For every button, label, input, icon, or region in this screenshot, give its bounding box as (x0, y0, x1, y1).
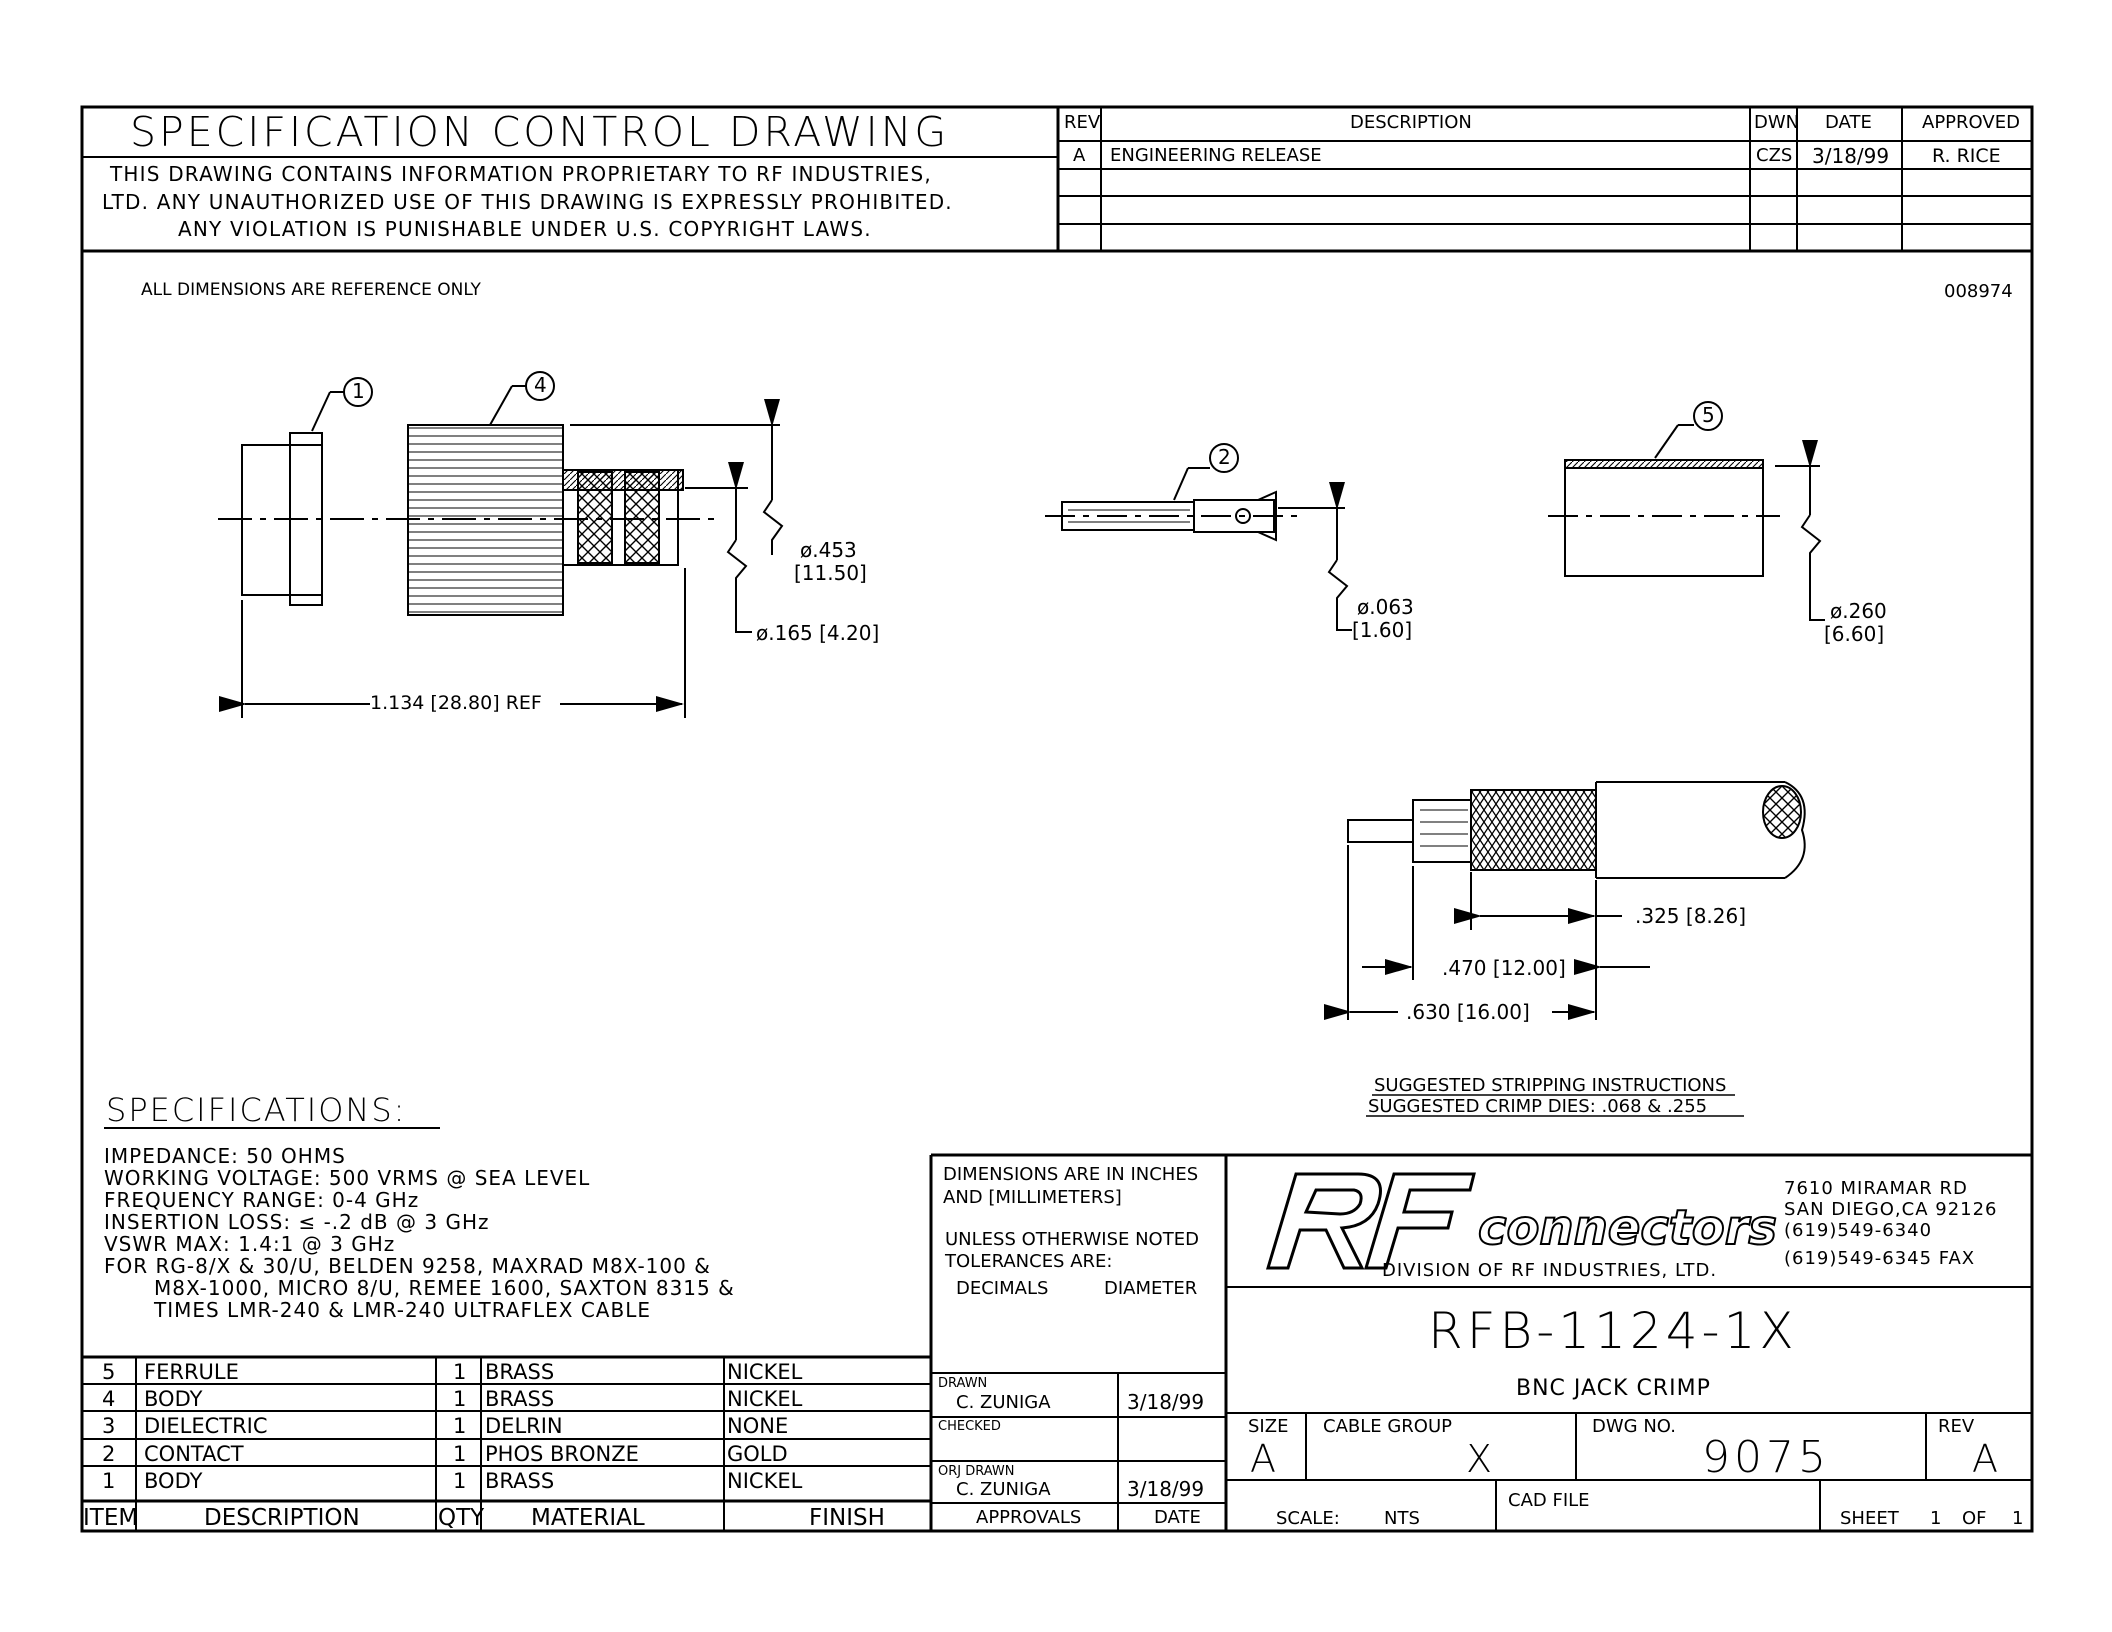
bom-qty: 1 (453, 1387, 467, 1411)
spec-line: VSWR MAX: 1.4:1 @ 3 GHz (104, 1232, 396, 1256)
dim-overall-length: 1.134 [28.80] REF (370, 692, 542, 714)
company-division: DIVISION OF RF INDUSTRIES, LTD. (1382, 1260, 1718, 1281)
bom-item: 4 (102, 1387, 116, 1411)
stripping-note-1: SUGGESTED STRIPPING INSTRUCTIONS (1374, 1075, 1727, 1096)
bom-header-qty: QTY (438, 1505, 485, 1531)
dim-contact-mm: [1.60] (1352, 618, 1413, 642)
bom-qty: 1 (453, 1414, 467, 1438)
rev-row-approved: R. RICE (1932, 145, 2001, 167)
bom-row (81, 1466, 931, 1494)
logo-word: connectors (1478, 1200, 1777, 1256)
dim-body-diameter-mm: [11.50] (794, 561, 867, 585)
notice-line-1: THIS DRAWING CONTAINS INFORMATION PROPRIETARY TO RF INDUSTRIES, (110, 162, 932, 186)
company-fax: (619)549-6345 FAX (1784, 1248, 1976, 1269)
dim-ferrule-end: ø.165 [4.20] (756, 621, 880, 645)
dim-ferrule-in: ø.260 (1830, 599, 1887, 623)
spec-line: FOR RG-8/X & 30/U, BELDEN 9258, MAXRAD M8X-100 & (104, 1254, 711, 1278)
bom-finish: GOLD (727, 1442, 788, 1466)
bom-description: BODY (144, 1387, 203, 1411)
reference-note: ALL DIMENSIONS ARE REFERENCE ONLY (141, 280, 481, 300)
bom-material: BRASS (485, 1360, 555, 1384)
spec-line: M8X-1000, MICRO 8/U, REMEE 1600, SAXTON 8315 & (154, 1276, 735, 1300)
sheet-label: SHEET (1840, 1508, 1899, 1529)
bom-row (81, 1411, 931, 1439)
bom-finish: NICKEL (727, 1469, 803, 1493)
dim-ferrule-mm: [6.60] (1824, 622, 1885, 646)
sheet-of: OF (1962, 1508, 1987, 1529)
bom-description: BODY (144, 1469, 203, 1493)
size-label: SIZE (1248, 1416, 1289, 1437)
tolerance-diameter: DIAMETER (1104, 1278, 1198, 1299)
tolerance-line-3: UNLESS OTHERWISE NOTED (945, 1229, 1199, 1250)
bom-description: FERRULE (144, 1360, 239, 1384)
company-address-1: 7610 MIRAMAR RD (1784, 1178, 1968, 1199)
bom-material: PHOS BRONZE (485, 1442, 639, 1466)
rev-header-description: DESCRIPTION (1350, 112, 1472, 133)
part-name: BNC JACK CRIMP (1516, 1376, 1711, 1401)
spec-line: IMPEDANCE: 50 OHMS (104, 1144, 346, 1168)
notice-line-3: ANY VIOLATION IS PUNISHABLE UNDER U.S. COPYRIGHT LAWS. (178, 217, 872, 241)
cable-group-value: X (1466, 1437, 1493, 1481)
bom-item: 3 (102, 1414, 116, 1438)
dim-body-diameter-in: ø.453 (800, 538, 857, 562)
bom-item: 2 (102, 1442, 116, 1466)
tolerance-line-2: AND [MILLIMETERS] (943, 1187, 1122, 1208)
callout-5: 5 (1702, 403, 1715, 427)
bom-item: 5 (102, 1360, 116, 1384)
bom-item: 1 (102, 1469, 116, 1493)
rev-row-dwn: CZS (1756, 145, 1793, 166)
spec-line: INSERTION LOSS: ≤ -.2 dB @ 3 GHz (104, 1210, 490, 1234)
rev-header-rev: REV (1064, 112, 1101, 133)
sheet-total: 1 (2012, 1508, 2024, 1529)
cad-file-label: CAD FILE (1508, 1490, 1590, 1511)
bom-header-material: MATERIAL (531, 1505, 645, 1531)
rev-value: A (1972, 1437, 1998, 1481)
sheet-number: 1 (1930, 1508, 1942, 1529)
orj-drawn-label: ORJ DRAWN (938, 1464, 1015, 1479)
dwg-no-label: DWG NO. (1592, 1416, 1676, 1437)
stripping-note-2: SUGGESTED CRIMP DIES: .068 & .255 (1368, 1096, 1708, 1117)
bom-material: BRASS (485, 1469, 555, 1493)
spec-line: FREQUENCY RANGE: 0-4 GHz (104, 1188, 420, 1212)
callout-4: 4 (534, 373, 547, 397)
bom-row (81, 1384, 931, 1412)
bom-header-finish: FINISH (809, 1505, 885, 1531)
dim-strip-dielectric: .470 [12.00] (1442, 956, 1566, 980)
size-value: A (1250, 1437, 1276, 1481)
drawn-date: 3/18/99 (1127, 1390, 1205, 1414)
dim-strip-total: .630 [16.00] (1406, 1000, 1530, 1024)
callout-2: 2 (1218, 445, 1231, 469)
company-phone: (619)549-6340 (1784, 1220, 1933, 1241)
bom-finish: NICKEL (727, 1360, 803, 1384)
rev-header-date: DATE (1825, 112, 1872, 133)
tolerance-decimals: DECIMALS (956, 1278, 1049, 1299)
approvals-footer: APPROVALS (976, 1507, 1082, 1528)
rev-header-approved: APPROVED (1922, 112, 2020, 133)
approvals-date-footer: DATE (1154, 1507, 1201, 1528)
bom-description: DIELECTRIC (144, 1414, 268, 1438)
bom-qty: 1 (453, 1469, 467, 1493)
rev-label: REV (1938, 1416, 1975, 1437)
orj-drawn-name: C. ZUNIGA (956, 1479, 1051, 1500)
spec-line: TIMES LMR-240 & LMR-240 ULTRAFLEX CABLE (154, 1298, 651, 1322)
drawn-name: C. ZUNIGA (956, 1392, 1051, 1413)
tolerance-line-4: TOLERANCES ARE: (945, 1251, 1113, 1272)
bom-qty: 1 (453, 1442, 467, 1466)
dim-contact-in: ø.063 (1357, 595, 1414, 619)
dim-strip-braid: .325 [8.26] (1635, 904, 1747, 928)
notice-line-2: LTD. ANY UNAUTHORIZED USE OF THIS DRAWING IS EXPRESSLY PROHIBITED. (102, 190, 953, 214)
orj-drawn-date: 3/18/99 (1127, 1477, 1205, 1501)
cable-group-label: CABLE GROUP (1323, 1416, 1453, 1437)
bom-header-item: ITEM (83, 1505, 139, 1531)
drawing-title: SPECIFICATION CONTROL DRAWING (130, 108, 950, 156)
bom-header (81, 1503, 931, 1531)
tolerance-line-1: DIMENSIONS ARE IN INCHES (943, 1164, 1199, 1185)
drawing-code: 008974 (1944, 281, 2013, 302)
bom-material: BRASS (485, 1387, 555, 1411)
rev-row-date: 3/18/99 (1812, 144, 1890, 168)
scale-label: SCALE: (1276, 1508, 1340, 1529)
bom-row (81, 1357, 931, 1385)
bom-header-description: DESCRIPTION (204, 1505, 360, 1531)
rev-row-rev: A (1073, 145, 1086, 166)
part-number: RFB-1124-1X (1428, 1302, 1798, 1360)
checked-label: CHECKED (938, 1419, 1001, 1434)
bom-row (81, 1439, 931, 1467)
bom-qty: 1 (453, 1360, 467, 1384)
scale-value: NTS (1384, 1508, 1420, 1529)
bom-finish: NONE (727, 1414, 789, 1438)
bom-finish: NICKEL (727, 1387, 803, 1411)
bom-material: DELRIN (485, 1414, 563, 1438)
rev-row-description: ENGINEERING RELEASE (1110, 145, 1322, 166)
specifications-heading: SPECIFICATIONS: (106, 1091, 407, 1129)
dwg-no-value: 9075 (1702, 1432, 1830, 1483)
drawn-label: DRAWN (938, 1376, 988, 1391)
callout-1: 1 (352, 379, 365, 403)
bom-description: CONTACT (144, 1442, 244, 1466)
spec-line: WORKING VOLTAGE: 500 VRMS @ SEA LEVEL (104, 1166, 591, 1190)
company-address-2: SAN DIEGO,CA 92126 (1784, 1199, 1998, 1220)
rev-header-dwn: DWN (1754, 112, 1800, 133)
